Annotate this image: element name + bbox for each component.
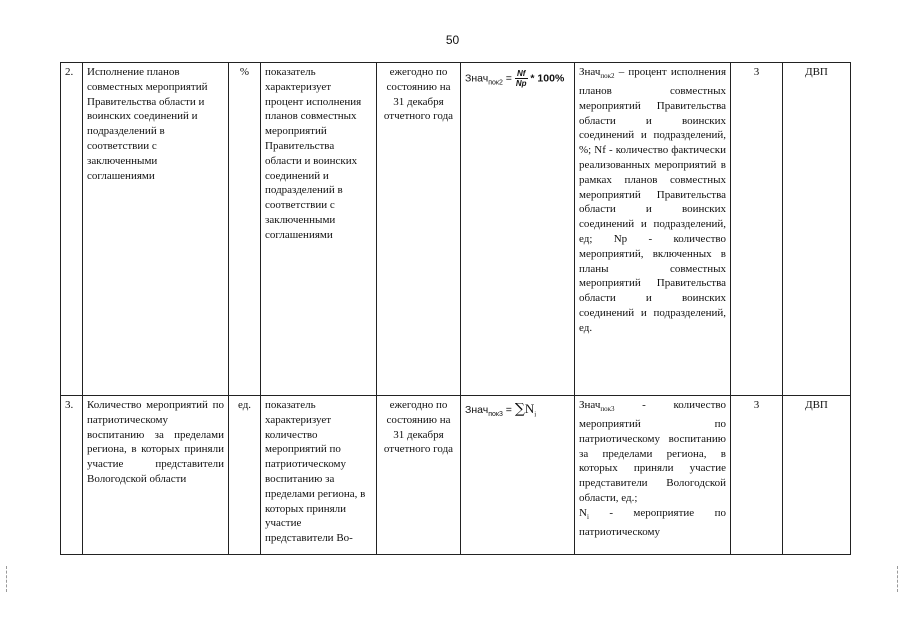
formula-equals: = <box>502 72 515 85</box>
variables-description <box>575 63 731 396</box>
formula-expression <box>465 398 570 423</box>
description2-head: N <box>579 506 587 519</box>
scan-edge-mark-left <box>6 566 8 592</box>
formula-numerator: Nf <box>515 69 528 79</box>
formula-lhs-sub: пок3 <box>488 411 503 419</box>
description-head-sub: пок3 <box>600 405 615 414</box>
table-row <box>61 63 851 396</box>
row-number: 3. <box>61 396 83 555</box>
unit-of-measure: % <box>229 63 261 396</box>
description-text: – процент исполнения планов совместных мероприятий Правительства области и воинских соединений и подразделений, %; Nf - количество фактически реализованных мероприятий в рамках планов совместных мероприятий Правительства области и воинских соединений и подразделений, ед; Np - количество мероприятий, включенных в планы совместных мероприятий Правительства области и воинских соединений и подразделений, ед. <box>579 66 726 334</box>
table-row <box>61 396 851 555</box>
reporting-period: ежегодно по состоянию на 31 декабря отчетного года <box>377 396 461 555</box>
formula-lhs: Знач <box>465 72 489 85</box>
calculation-formula <box>461 63 575 396</box>
formula-fraction <box>515 69 528 88</box>
formula-denominator: Np <box>515 79 527 88</box>
unit-of-measure: ед. <box>229 396 261 555</box>
indicator-table <box>60 62 851 555</box>
indicator-definition: показатель характеризует количество мероприятий по патриотическому воспитанию за пределами региона, в которых приняли участие представители Во- <box>261 396 377 555</box>
row-number: 2. <box>61 63 83 396</box>
formula-variable: $N_i$ <box>524 401 537 419</box>
indicator-name: Исполнение планов совместных мероприятий Правительства области и воинских соединений и подразделений в соответствии с заключенными соглашениями <box>83 63 229 396</box>
source-code: 3 <box>731 63 783 396</box>
calculation-formula <box>461 396 575 555</box>
indicator-definition: показатель характеризует процент исполнения планов совместных мероприятий Правительства области и воинских соединений и подразделений в соответствии с заключенными соглашениями <box>261 63 377 396</box>
page-number: 50 <box>445 33 460 47</box>
formula-tail: * 100% <box>527 72 565 85</box>
formula-lhs-sub: пок2 <box>488 79 503 87</box>
variables-description <box>575 396 731 555</box>
sigma-symbol: ∑ <box>514 401 525 417</box>
description-text: - количество мероприятий по патриотическому воспитанию за пределами региона, в которых приняли участие представители Вологодской области, ед.; <box>579 399 726 504</box>
source-code: 3 <box>731 396 783 555</box>
reporting-period: ежегодно по состоянию на 31 декабря отчетного года <box>377 63 461 396</box>
formula-equals: = <box>502 404 515 416</box>
scan-edge-mark-right <box>897 566 899 592</box>
description2-text: - мероприятие по патриотическому <box>579 506 726 538</box>
responsible-body: ДВП <box>783 63 851 396</box>
formula-expression <box>465 65 570 91</box>
description-head: Знач <box>579 66 601 78</box>
description-head-sub: пок2 <box>600 72 615 81</box>
description-head: Знач <box>579 399 601 411</box>
indicator-name: Количество мероприятий по патриотическому воспитанию за пределами региона, в которых приняли участие представители Вологодской области <box>83 396 229 555</box>
description2-head-sub: i <box>586 512 589 521</box>
formula-lhs: Знач <box>465 404 489 416</box>
responsible-body: ДВП <box>783 396 851 555</box>
